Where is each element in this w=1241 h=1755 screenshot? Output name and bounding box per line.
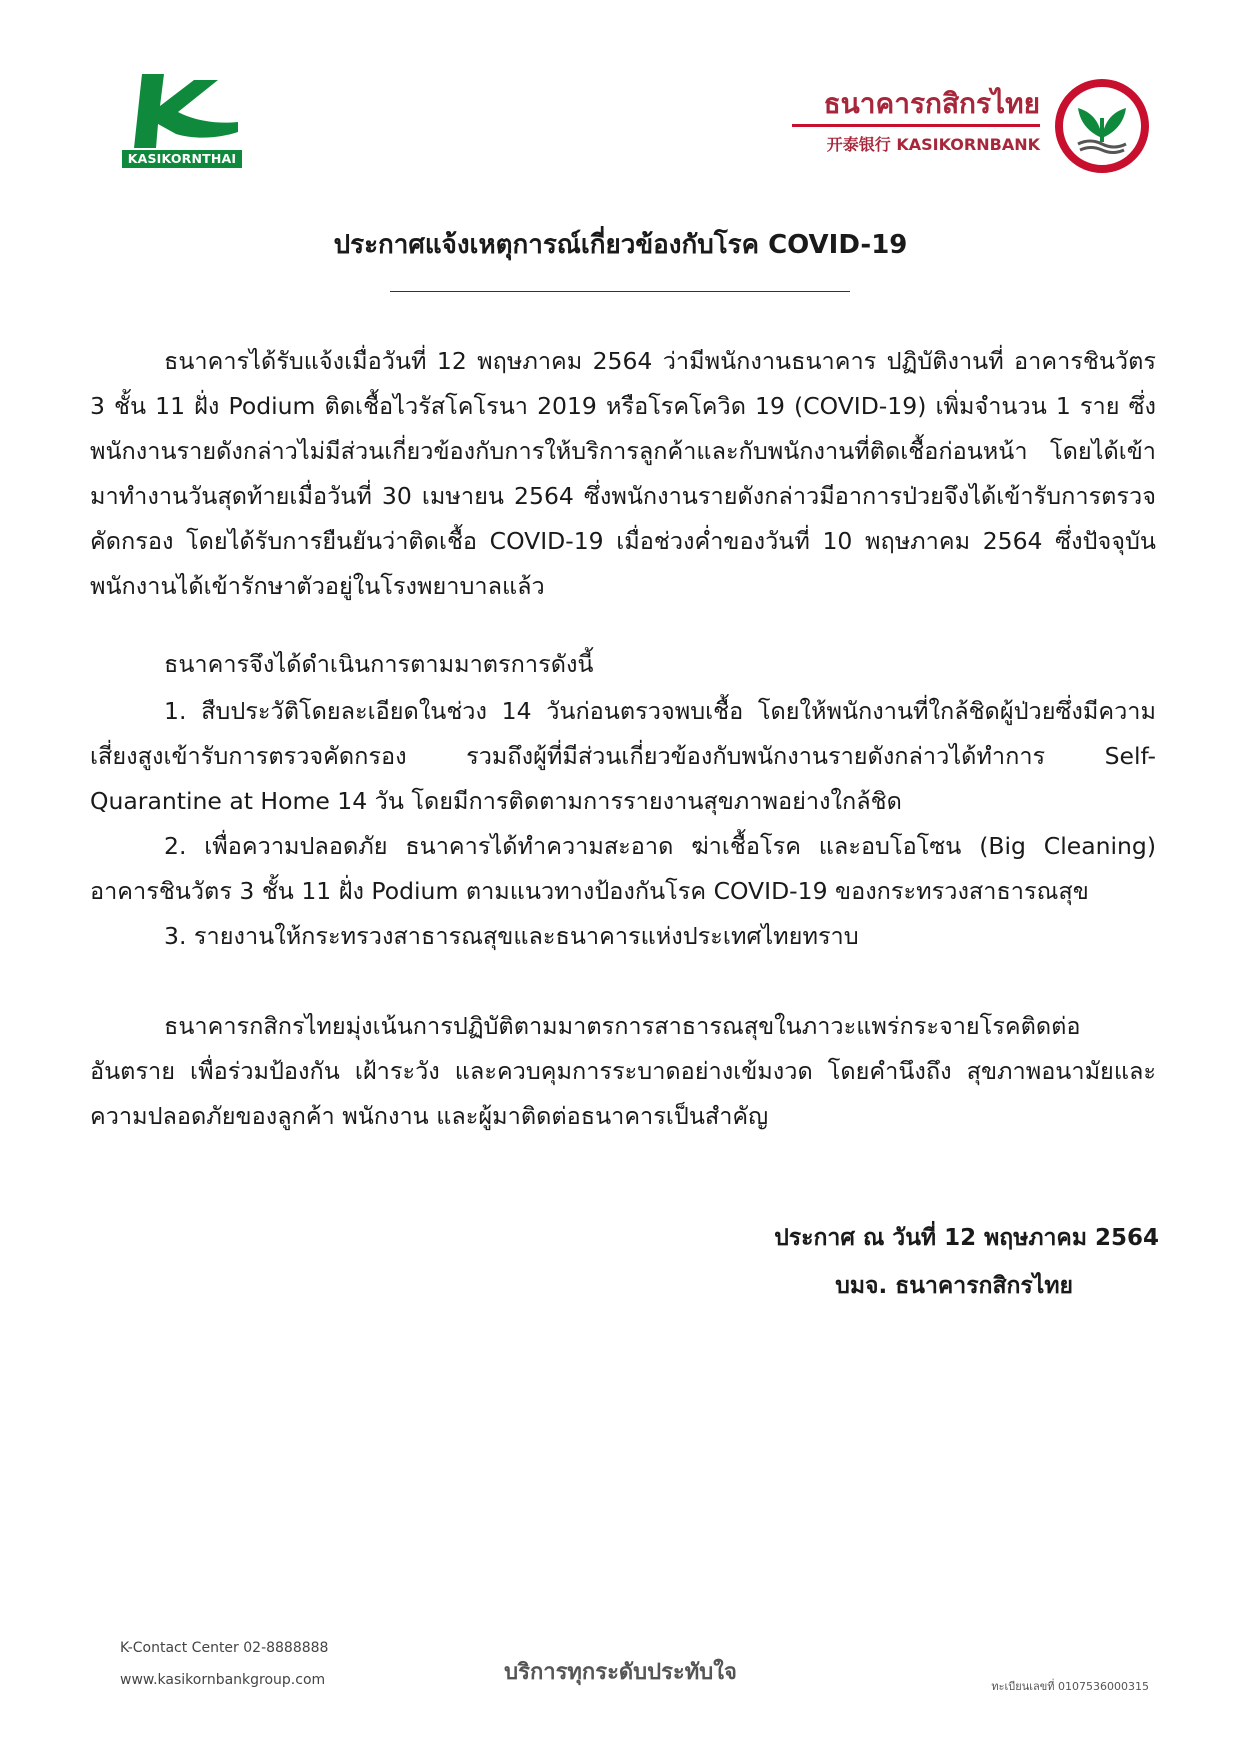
footer-contact-center: K-Contact Center 02-8888888 bbox=[120, 1640, 329, 1656]
footer-website: www.kasikornbankgroup.com bbox=[120, 1672, 326, 1688]
kasikornthai-logo bbox=[120, 72, 244, 168]
title-underline bbox=[390, 291, 850, 292]
announcement-date: ประกาศ ณ วันที่ 12 พฤษภาคม 2564 bbox=[774, 1225, 1159, 1251]
logo-divider bbox=[792, 124, 1040, 127]
footer-registration-number: ทะเบียนเลขที่ 0107536000315 bbox=[991, 1680, 1149, 1693]
kasikornthai-k-icon bbox=[120, 72, 244, 150]
commitment-paragraph: ธนาคารกสิกรไทยมุ่งเน้นการปฏิบัติตามมาตรการสาธารณสุขในภาวะแพร่กระจายโรคติดต่ออันตราย เพื่อร่วมป้องกัน เฝ้าระวัง และควบคุมการระบาดอย่างเข้มงวด โดยคำนึงถึง สุขภาพอนามัยและความปลอดภัยของลูกค้า พนักงาน และผู้มาติดต่อธนาคารเป็นสำคัญ bbox=[90, 1012, 1156, 1130]
measures-intro: ธนาคารจึงได้ดำเนินการตามมาตรการดังนี้ bbox=[164, 650, 594, 678]
kasikornthai-label: KASIKORNTHAI bbox=[122, 150, 242, 168]
document-title: ประกาศแจ้งเหตุการณ์เกี่ยวข้องกับโรค COVID-19 bbox=[333, 230, 908, 260]
incident-paragraph: ธนาคารได้รับแจ้งเมื่อวันที่ 12 พฤษภาคม 2564 ว่ามีพนักงานธนาคาร ปฏิบัติงานที่ อาคารชินวัตร 3 ชั้น 11 ฝั่ง Podium ติดเชื้อไวรัสโคโรนา 2019 หรือโรคโควิด 19 (COVID-19) เพิ่มจำนวน 1 ราย ซึ่งพนักงานรายดังกล่าวไม่มีส่วนเกี่ยวข้องกับการให้บริการลูกค้าและกับพนักงานที่ติดเชื้อก่อนหน้า โดยได้เข้ามาทำงานวันสุดท้ายเมื่อวันที่ 30 เมษายน 2564 ซึ่งพนักงานรายดังกล่าวมีอาการป่วยจึงได้เข้ารับการตรวจคัดกรอง โดยได้รับการยืนยันว่าติดเชื้อ COVID-19 เมื่อช่วงค่ำของวันที่ 10 พฤษภาคม 2564 ซึ่งปัจจุบันพนักงานได้เข้ารักษาตัวอยู่ในโรงพยาบาลแล้ว bbox=[90, 347, 1156, 600]
issuer-company: บมจ. ธนาคารกสิกรไทย bbox=[835, 1273, 1073, 1299]
kbank-leaf-emblem-icon bbox=[1054, 78, 1150, 174]
kasikornbank-logo bbox=[796, 78, 1168, 174]
kasikornbank-thai-name: ธนาคารกสิกรไทย bbox=[823, 87, 1040, 120]
measure-item-2: 2. เพื่อความปลอดภัย ธนาคารได้ทำความสะอาด ฆ่าเชื้อโรค และอบโอโซน (Big Cleaning) อาคารชินวัตร 3 ชั้น 11 ฝั่ง Podium ตามแนวทางป้องกันโรค COVID-19 ของกระทรวงสาธารณสุข bbox=[90, 832, 1156, 905]
measure-item-3: 3. รายงานให้กระทรวงสาธารณสุขและธนาคารแห่งประเทศไทยทราบ bbox=[164, 922, 859, 950]
footer-slogan: บริการทุกระดับประทับใจ bbox=[504, 1660, 737, 1685]
measure-item-1: 1. สืบประวัติโดยละเอียดในช่วง 14 วันก่อนตรวจพบเชื้อ โดยให้พนักงานที่ใกล้ชิดผู้ป่วยซึ่งมีความเสี่ยงสูงเข้ารับการตรวจคัดกรอง รวมถึงผู้ที่มีส่วนเกี่ยวข้องกับพนักงานรายดังกล่าวได้ทำการ Self-Quarantine at Home 14 วัน โดยมีการติดตามการรายงานสุขภาพอย่างใกล้ชิด bbox=[90, 697, 1156, 815]
kasikornbank-english-name: 开泰银行 KASIKORNBANK bbox=[826, 135, 1040, 154]
